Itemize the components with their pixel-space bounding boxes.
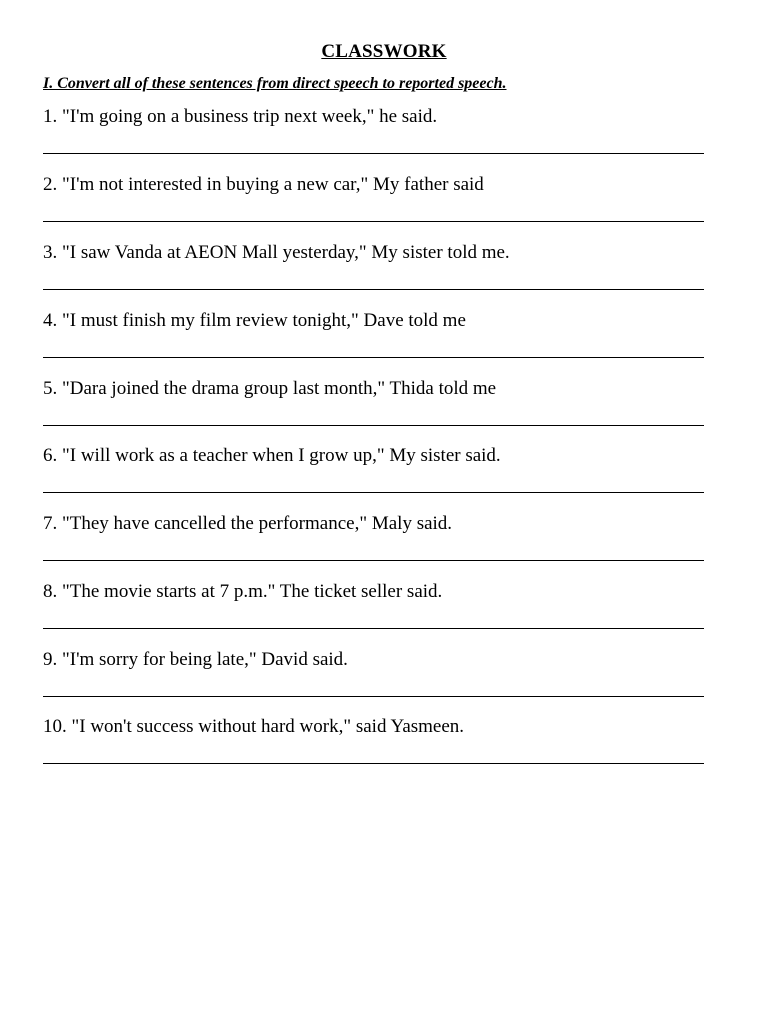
answer-line[interactable] [43,492,704,493]
answer-line[interactable] [43,560,704,561]
question-4 [43,310,723,332]
question-text: 9. "I'm sorry for being late," David said. [43,649,348,670]
answer-line[interactable] [43,289,704,290]
question-text: 1. "I'm going on a business trip next week," he said. [43,106,438,127]
answer-line[interactable] [43,357,704,358]
question-9 [43,649,723,671]
question-text: 6. "I will work as a teacher when I grow up," My sister said. [43,445,501,466]
answer-line[interactable] [43,628,704,629]
instruction-text: I. Convert all of these sentences from direct speech to reported speech. [43,75,507,92]
question-text: 5. "Dara joined the drama group last month," Thida told me [43,378,497,399]
question-5 [43,378,723,400]
page-title: CLASSWORK [321,41,447,62]
question-1 [43,106,723,128]
question-10 [43,716,723,738]
question-2 [43,174,723,196]
question-text: 7. "They have cancelled the performance," Maly said. [43,513,453,534]
answer-line[interactable] [43,221,704,222]
question-text: 3. "I saw Vanda at AEON Mall yesterday," My sister told me. [43,242,510,263]
question-3 [43,242,723,264]
answer-line[interactable] [43,696,704,697]
question-text: 2. "I'm not interested in buying a new car," My father said [43,174,484,195]
answer-line[interactable] [43,425,704,426]
question-text: 4. "I must finish my film review tonight," Dave told me [43,310,466,331]
question-6 [43,445,723,467]
question-text: 10. "I won't success without hard work," said Yasmeen. [43,716,465,737]
question-7 [43,513,723,535]
question-8 [43,581,723,603]
question-text: 8. "The movie starts at 7 p.m." The ticket seller said. [43,581,443,602]
answer-line[interactable] [43,153,704,154]
answer-line[interactable] [43,763,704,764]
